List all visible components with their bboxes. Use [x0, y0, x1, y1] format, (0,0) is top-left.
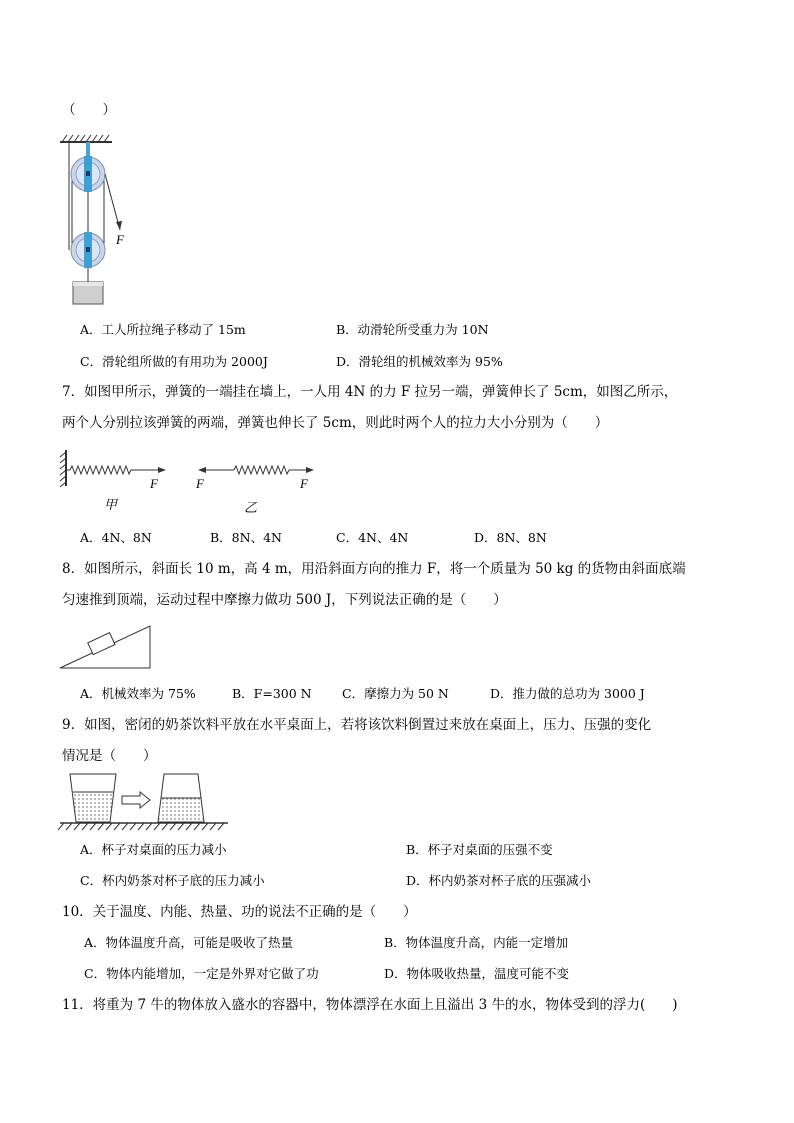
- incline-figure: [58, 622, 154, 672]
- q8-stem-line2: 匀速推到顶端，运动过程中摩擦力做功 500 J，下列说法正确的是（ ）: [62, 592, 507, 608]
- spring-yi-label: 乙: [244, 500, 258, 515]
- q7-stem-line1: 7．如图甲所示，弹簧的一端挂在墙上，一人用 4N 的力 F 拉另一端，弹簧伸长了 5cm，如图乙所示，: [62, 384, 678, 400]
- pulley-figure: [56, 134, 136, 310]
- q8-option-c: C．摩擦力为 50 N: [342, 686, 449, 701]
- q8-stem-line1: 8．如图所示，斜面长 10 m，高 4 m，用沿斜面方向的推力 F，将一个质量为 50 kg 的货物由斜面底端: [62, 561, 686, 577]
- q9-option-b: B．杯子对桌面的压强不变: [406, 842, 553, 857]
- spring-yi-f-left: F: [196, 476, 204, 491]
- q9-option-c: C．杯内奶茶对杯子底的压力减小: [80, 873, 265, 888]
- q6-option-d: D．滑轮组的机械效率为 95%: [336, 354, 503, 369]
- q8-option-b: B．F=300 N: [232, 686, 312, 701]
- spring-yi-f-right: F: [300, 476, 308, 491]
- q10-option-a: A．物体温度升高，可能是吸收了热量: [84, 935, 294, 950]
- q10-option-d: D．物体吸收热量，温度可能不变: [384, 966, 570, 981]
- q8-option-a: A．机械效率为 75%: [80, 686, 196, 701]
- q9-option-a: A．杯子对桌面的压力减小: [80, 842, 227, 857]
- spring-jia-f: F: [150, 476, 158, 491]
- q7-option-d: D．8N、8N: [474, 530, 547, 545]
- q10-stem: 10．关于温度、内能、热量、功的说法不正确的是（ ）: [62, 904, 417, 920]
- q7-stem-line2: 两个人分别拉该弹簧的两端，弹簧也伸长了 5cm，则此时两个人的拉力大小分别为（ ）: [62, 415, 609, 431]
- q6-option-c: C．滑轮组所做的有用功为 2000J: [80, 354, 268, 369]
- pulley-f-label: F: [116, 232, 124, 247]
- q11-stem: 11．将重为 7 牛的物体放入盛水的容器中，物体漂浮在水面上且溢出 3 牛的水，物体受到的浮力( ): [62, 997, 678, 1013]
- q7-option-b: B．8N、4N: [210, 530, 282, 545]
- milk-tea-figure: [58, 770, 238, 836]
- q9-stem-line2: 情况是（ ）: [62, 748, 157, 764]
- q7-option-c: C．4N、4N: [336, 530, 409, 545]
- q10-option-b: B．物体温度升高，内能一定增加: [384, 935, 569, 950]
- q6-paren: （ ）: [62, 102, 116, 118]
- q9-stem-line1: 9．如图，密闭的奶茶饮料平放在水平桌面上，若将该饮料倒置过来放在桌面上，压力、压强的变化: [62, 717, 652, 733]
- q9-option-d: D．杯内奶茶对杯子底的压强减小: [406, 873, 592, 888]
- q10-option-c: C．物体内能增加，一定是外界对它做了功: [84, 966, 319, 981]
- q7-option-a: A．4N、8N: [80, 530, 152, 545]
- q6-option-a: A．工人所拉绳子移动了 15m: [80, 322, 246, 337]
- spring-jia-label: 甲: [104, 497, 118, 512]
- q8-option-d: D．推力做的总功为 3000 J: [490, 686, 645, 701]
- spring-figure: [58, 446, 328, 516]
- q6-option-b: B．动滑轮所受重力为 10N: [336, 322, 489, 337]
